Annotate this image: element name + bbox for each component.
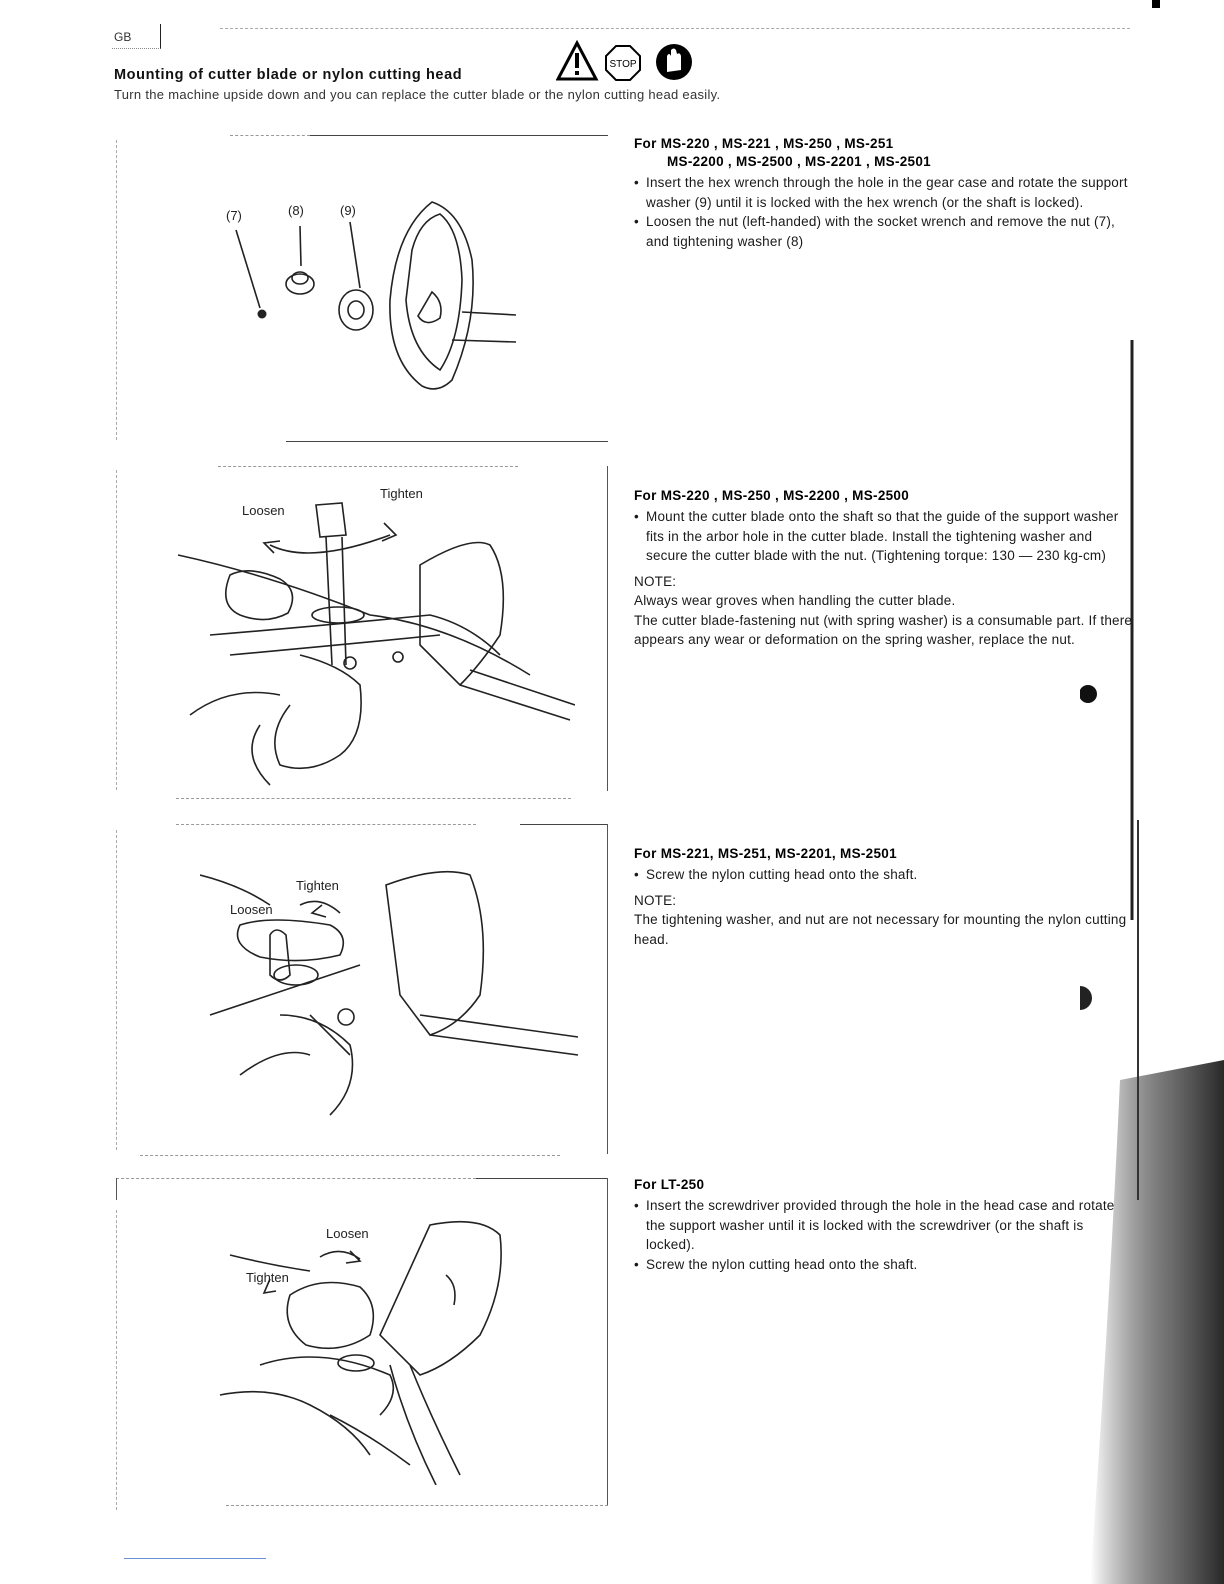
section-1-title-line2: MS-2200 , MS-2500 , MS-2201 , MS-2501 [667,154,931,169]
svg-text:STOP: STOP [609,59,637,70]
section-1-step-2: • Loosen the nut (left-handed) with the socket wrench and remove the nut (7), and tightening washer (8) [634,212,1134,251]
intro-text: Turn the machine upside down and you can replace the cutter blade or the nylon cutting head easily. [114,87,721,102]
section-1-title-line1: For MS-220 , MS-221 , MS-250 , MS-251 [634,136,894,151]
fig1-label-7: (7) [226,208,242,223]
scan-edge-shadow [1080,300,1224,1584]
fig2-label-loosen: Loosen [242,503,285,518]
gloves-icon [656,44,692,80]
fig4-right-line [607,1178,608,1505]
fig2-left-dash [116,470,117,790]
section-2-step-1: • Mount the cutter blade onto the shaft so that the guide of the support washer fits in the arbor hole in the cutter blade. Install the tightening washer and secure the cutter blade with the nut. (Tightening torque: 130 — 230 kg-cm) [634,507,1134,566]
section-4-steps [634,1196,1134,1274]
fig1-left-dash [116,140,117,440]
fig1-label-9: (9) [340,203,356,218]
fig4-left-tick [116,1178,117,1200]
fig4-left-dash [116,1210,117,1510]
fig2-bottom-dash [176,798,571,799]
fig1-top-dash [230,135,310,136]
section-2-note-heading: NOTE: [634,573,677,589]
warning-icons [556,40,706,82]
fig3-top-dash [176,824,476,825]
language-tag: GB [114,30,132,44]
section-2 [634,487,1134,650]
fig1-exploded-parts-illustration [200,190,530,400]
fig3-label-loosen: Loosen [230,902,273,917]
section-1 [634,135,1134,251]
fig1-bottom-line [286,441,608,442]
fig3-label-tighten: Tighten [296,878,339,893]
section-4-step-1: • Insert the screwdriver provided through the hole in the head case and rotate the support washer until it is locked with the screwdriver (or the shaft is locked). [634,1196,1134,1255]
section-1-title [634,135,1134,171]
section-3-note-heading: NOTE: [634,892,677,908]
section-3-steps [634,865,1134,885]
section-3-step-1: • Screw the nylon cutting head onto the shaft. [634,865,1134,885]
section-4 [634,1176,1134,1274]
section-2-title: For MS-220 , MS-250 , MS-2200 , MS-2500 [634,488,910,503]
top-divider [220,28,1130,29]
fig4-top-dash [116,1178,476,1179]
fig2-top-dash [218,466,518,467]
fig3-top-line [520,824,608,825]
section-1-step-1: • Insert the hex wrench through the hole in the gear case and rotate the support washer (9) until it is locked with the hex wrench (or the shaft is locked). [634,173,1134,212]
section-2-note-line-1: Always wear groves when handling the cutter blade. [634,593,956,608]
section-2-note-line-2: The cutter blade-fastening nut (with spring washer) is a consumable part. If there appears any wear or deformation on the spring washer, replace the nut. [634,612,1133,647]
page-title: Mounting of cutter blade or nylon cutting head [114,67,463,83]
corner-mark [1152,0,1160,8]
section-3-note-line-1: The tightening washer, and nut are not necessary for mounting the nylon cutting head. [634,912,1127,947]
fig3-nylon-head-illustration [200,865,580,1130]
fig2-label-tighten: Tighten [380,486,423,501]
fig4-lt250-head-illustration [210,1215,510,1485]
fig3-left-dash [116,830,117,1150]
warning-triangle-icon [558,43,596,79]
footer-line [124,1558,266,1559]
fig3-right-line [607,824,608,1154]
stop-sign-icon [606,46,640,80]
section-1-steps [634,173,1134,251]
fig3-bottom-dash [140,1155,560,1156]
fig2-cutter-blade-illustration [170,495,575,790]
fig4-top-line [476,1178,608,1179]
fig1-label-8: (8) [288,203,304,218]
section-4-title: For LT-250 [634,1177,705,1192]
section-4-step-2: • Screw the nylon cutting head onto the shaft. [634,1255,1134,1275]
section-3 [634,845,1134,949]
section-2-steps [634,507,1134,566]
fig4-label-loosen: Loosen [326,1226,369,1241]
fig2-right-line [607,466,608,791]
fig1-top-line [310,135,608,136]
section-3-title: For MS-221, MS-251, MS-2201, MS-2501 [634,846,897,861]
fig4-bottom-dash [226,1505,608,1506]
fig4-label-tighten: Tighten [246,1270,289,1285]
